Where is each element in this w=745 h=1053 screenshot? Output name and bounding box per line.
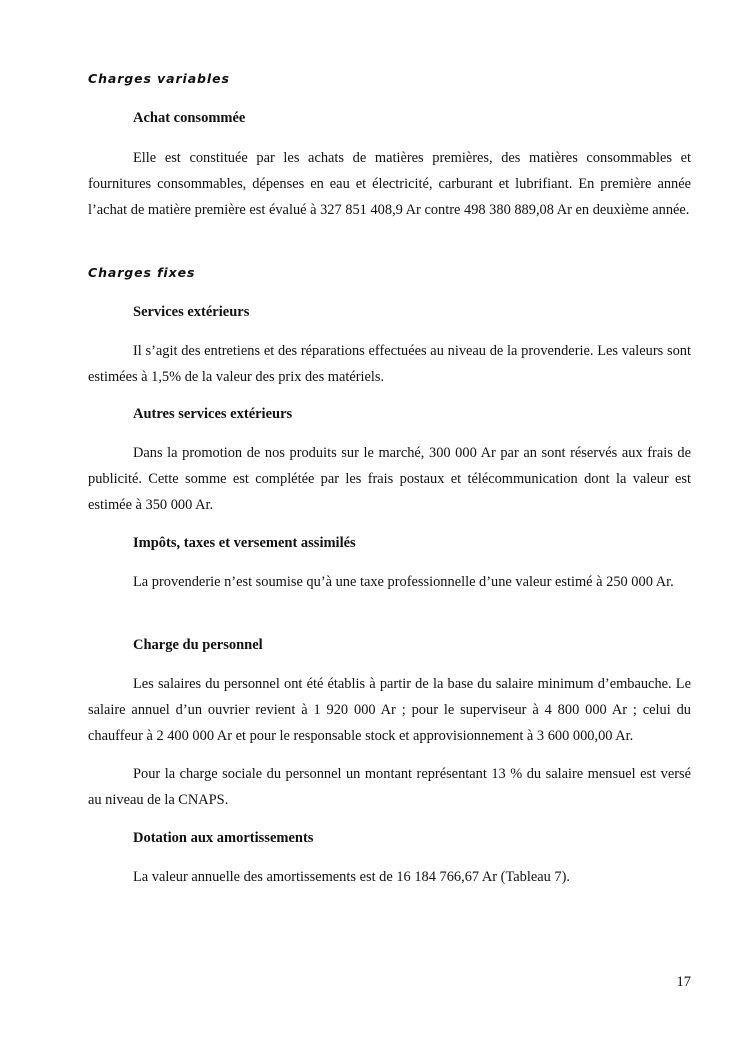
paragraph-autres-services-exterieurs: Dans la promotion de nos produits sur le marché, 300 000 Ar par an sont réservés aux frais de publicité. Cette somme est complétée par les frais postaux et télécommunication dont la valeur est estimée à 350 000 Ar. [88, 445, 691, 513]
paragraph-impots-taxes: La provenderie n’est soumise qu’à une taxe professionnelle d’une valeur estimé à 250 000 Ar. [133, 574, 674, 590]
paragraph-charge-du-personnel-salaires: Les salaires du personnel ont été établis à partir de la base du salaire minimum d’embauche. Le salaire annuel d’un ouvrier revient à 1 920 000 Ar ; pour le superviseur à 4 800 000 Ar ; celui du chauffeur à 2 400 000 Ar et pour le responsable stock et approvisionnement à 3 600 000,00 Ar. [88, 676, 691, 744]
paragraph-dotation-amortissements: La valeur annuelle des amortissements est de 16 184 766,67 Ar (Tableau 7). [133, 869, 570, 885]
paragraph-services-exterieurs: Il s’agit des entretiens et des réparations effectuées au niveau de la provenderie. Les valeurs sont estimées à 1,5% de la valeur des prix des matériels. [88, 343, 691, 385]
page-number: 17 [676, 974, 691, 990]
document-page [88, 0, 691, 1053]
heading-achat-consommee: Achat consommée [133, 110, 246, 126]
heading-charge-du-personnel: Charge du personnel [133, 637, 263, 653]
paragraph-charge-du-personnel-cnaps: Pour la charge sociale du personnel un montant représentant 13 % du salaire mensuel est versé au niveau de la CNAPS. [88, 766, 691, 808]
section-title-charges-fixes: Charges fixes [88, 265, 196, 280]
heading-autres-services-exterieurs: Autres services extérieurs [133, 406, 293, 422]
heading-services-exterieurs: Services extérieurs [133, 304, 250, 320]
heading-impots-taxes: Impôts, taxes et versement assimilés [133, 535, 356, 551]
heading-dotation-amortissements: Dotation aux amortissements [133, 830, 314, 846]
section-title-charges-variables: Charges variables [88, 71, 230, 86]
paragraph-achat-consommee: Elle est constituée par les achats de matières premières, des matières consommables et fournitures consommables, dépenses en eau et électricité, carburant et lubrifiant. En première année l’achat de matière première est évalué à 327 851 408,9 Ar contre 498 380 889,08 Ar en deuxième année. [88, 150, 691, 218]
